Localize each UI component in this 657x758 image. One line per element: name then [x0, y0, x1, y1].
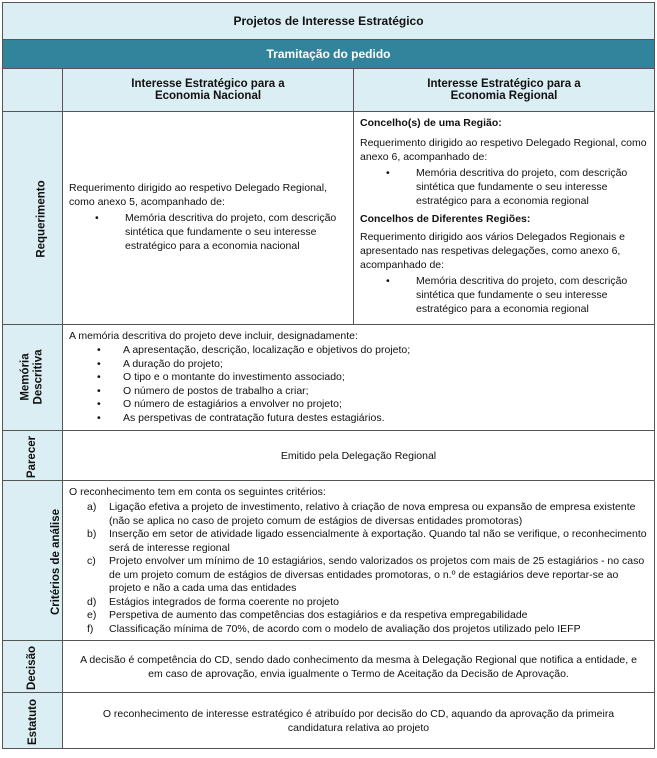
list-marker: a)	[87, 501, 97, 513]
list-marker: f)	[87, 622, 94, 635]
column-header-row	[3, 69, 655, 112]
list-text: Inserção em setor de atividade ligado essencialmente à exportação. Quando tal não se verifique, o reconhecimento será de interesse regional	[109, 528, 647, 554]
estatuto-text: O reconhecimento de interesse estratégico é atribuído por decisão do CD, aquando da aprovação da primeira candidatura relativa ao projeto	[63, 693, 655, 749]
memoria-label-cell	[3, 325, 63, 431]
memoria-list	[69, 344, 648, 425]
list-text: Estágios integrados de forma coerente no projeto	[109, 595, 339, 608]
list-text: Projeto envolver um mínimo de 10 estagiários, sendo valorizados os projetos com mais de 25 estagiários - no caso de um projeto comum de estágios de diversas entidades promotoras, o n.º de estagiários deve reportar-se ao projeto e não a cada uma das entidades	[109, 555, 645, 594]
memoria-row	[3, 325, 655, 431]
criterios-label-cell	[3, 481, 63, 641]
regional-list-diferentes-regioes	[360, 274, 648, 316]
regional-intro-diferentes-regioes: Requerimento dirigido aos vários Delegados Regionais e apresentado nas respetivas delegações, como anexo 6, acompanhado de:	[360, 231, 625, 271]
list-item: • Memória descritiva do projeto, com descrição sintética que fundamente o seu interesse estratégico para a economia nacional	[69, 211, 347, 253]
list-item: • O número de postos de trabalho a criar;	[69, 385, 648, 399]
list-item: • O tipo e o montante do investimento associado;	[69, 371, 648, 385]
requerimento-nacional	[63, 112, 354, 325]
regional-heading-uma-regiao: Concelho(s) de uma Região:	[360, 117, 502, 129]
list-marker: d)	[87, 595, 97, 608]
parecer-row	[3, 431, 655, 481]
list-text: Classificação mínima de 70%, de acordo com o modelo de avaliação dos projetos utilizado pelo IEFP	[109, 622, 581, 635]
decisao-text: A decisão é competência do CD, sendo dado conhecimento da mesma à Delegação Regional que notifica a entidade, e em caso de aprovação, envia igualmente o Termo de Aceitação da Decisão de Aprovação.	[63, 641, 655, 693]
memoria-label-line2: Descritiva	[32, 349, 45, 405]
requerimento-label: Requerimento	[35, 180, 48, 258]
memoria-label	[19, 350, 45, 405]
estatuto-label-cell	[3, 693, 63, 749]
requerimento-row	[3, 112, 655, 325]
table-title: Projetos de Interesse Estratégico	[3, 3, 655, 40]
parecer-label-cell	[3, 431, 63, 481]
list-item: • As perspetivas de contratação futura destes estagiários.	[69, 412, 648, 426]
list-marker: b)	[87, 528, 97, 540]
regional-intro-uma-regiao: Requerimento dirigido ao respetivo Delegado Regional, como anexo 6, acompanhado de:	[360, 137, 647, 163]
list-item	[69, 609, 648, 623]
criterios-content	[63, 481, 655, 641]
regional-heading-diferentes-regioes: Concelhos de Diferentes Regiões:	[360, 213, 531, 225]
memoria-intro: A memória descritiva do projeto deve incluir, designadamente:	[69, 330, 358, 342]
criterios-list	[69, 501, 648, 636]
memoria-label-line1: Memória	[19, 353, 32, 401]
header-nacional	[63, 69, 354, 112]
header-regional-line1: Interesse Estratégico para a	[427, 78, 581, 90]
list-item	[69, 528, 648, 555]
list-item	[69, 623, 648, 637]
estatuto-row	[3, 693, 655, 749]
regional-list-uma-regiao	[360, 166, 648, 208]
list-marker: c)	[87, 555, 96, 567]
decisao-label: Decisão	[26, 645, 39, 690]
header-regional-line2: Economia Regional	[450, 90, 558, 102]
list-text: Ligação efetiva a projeto de investimento, relativo à criação de nova empresa ou expansão de empresa existente (não se aplica no caso de projeto comum de estágios de diversas entidades promotoras)	[109, 501, 636, 527]
list-item	[69, 555, 648, 596]
requerimento-nacional-list	[69, 211, 347, 253]
header-nacional-line1: Interesse Estratégico para a	[131, 78, 285, 90]
criterios-label: Critérios de análise	[50, 508, 63, 615]
list-item: • Memória descritiva do projeto, com descrição sintética que fundamente o seu interesse estratégico para a economia regional	[360, 166, 648, 208]
list-item	[69, 596, 648, 610]
title-row	[3, 3, 655, 40]
list-item	[69, 501, 648, 528]
list-item: • Memória descritiva do projeto, com descrição sintética que fundamente o seu interesse estratégico para a economia regional	[360, 274, 648, 316]
header-nacional-line2: Economia Nacional	[154, 90, 262, 102]
criterios-intro: O reconhecimento tem em conta os seguintes critérios:	[69, 486, 326, 498]
parecer-text: Emitido pela Delegação Regional	[63, 431, 655, 481]
parecer-label: Parecer	[26, 435, 39, 478]
band-row	[3, 40, 655, 69]
list-marker: e)	[87, 609, 97, 621]
band-title: Tramitação do pedido	[3, 40, 655, 69]
header-corner	[3, 69, 63, 112]
criterios-row	[3, 481, 655, 641]
list-item: • O número de estagiários a envolver no projeto;	[69, 398, 648, 412]
decisao-label-cell	[3, 641, 63, 693]
strategic-projects-table	[2, 2, 655, 749]
requerimento-nacional-intro: Requerimento dirigido ao respetivo Delegado Regional, como anexo 5, acompanhado de:	[69, 182, 327, 208]
list-item: • A apresentação, descrição, localização e objetivos do projeto;	[69, 344, 648, 358]
decisao-row	[3, 641, 655, 693]
requerimento-label-cell	[3, 112, 63, 325]
estatuto-label: Estatuto	[26, 698, 39, 745]
list-item: • A duração do projeto;	[69, 358, 648, 372]
requerimento-regional	[354, 112, 655, 325]
list-text: Perspetiva de aumento das competências dos estagiários e da respetiva empregabilidade	[109, 609, 528, 621]
memoria-content	[63, 325, 655, 431]
header-regional	[354, 69, 655, 112]
